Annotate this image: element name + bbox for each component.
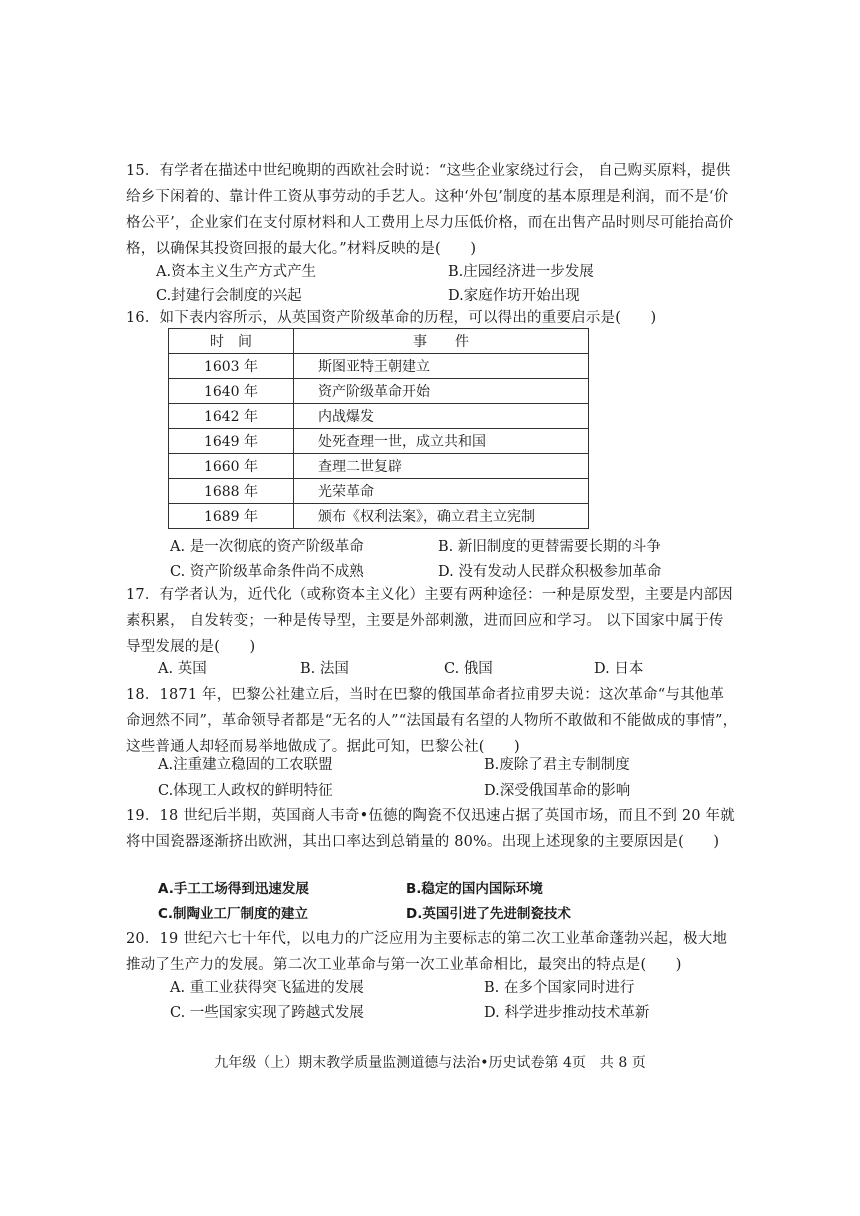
table-cell-year: 1689 年 bbox=[169, 504, 294, 529]
q17-option-d[interactable]: D. 日本 bbox=[594, 661, 644, 677]
q19-option-c[interactable]: C.制陶业工厂制度的建立 bbox=[158, 906, 309, 922]
q18-option-a[interactable]: A.注重建立稳固的工农联盟 bbox=[158, 757, 333, 773]
table-cell-year: 1640 年 bbox=[169, 379, 294, 404]
q18-option-c[interactable]: C.体现工人政权的鲜明特征 bbox=[158, 783, 333, 799]
q16-option-c[interactable]: C. 资产阶级革命条件尚不成熟 bbox=[170, 564, 364, 580]
q19-option-b[interactable]: B.稳定的国内国际环境 bbox=[406, 881, 543, 897]
page-footer: 九年级（上）期末教学质量监测道德与法治•历史试卷第 4页 共 8 页 bbox=[214, 1055, 646, 1071]
question-15: 15．有学者在描述中世纪晚期的西欧社会时说：“这些企业家绕过行会， 自己购买原料，提供给乡下闲着的、靠计件工资从事劳动的手艺人。这种‘外包’制度的基本原理是利润，而不是‘价格公平’，企业家们在支付原材料和人工费用上尽力压低价格，而在出售产品时则尽可能抬高价格，以确保其投资回报的最大化。”材料反映的是( ) bbox=[126, 163, 734, 257]
table-row bbox=[169, 379, 589, 404]
table-row bbox=[169, 429, 589, 454]
table-row bbox=[169, 504, 589, 529]
table-cell-event: 查理二世复辟 bbox=[294, 454, 589, 479]
question-17: 17．有学者认为，近代化（或称资本主义化）主要有两种途径：一种是原发型，主要是内部因素积累， 自发转变；一种是传导型，主要是外部刺激，进而回应和学习。 以下国家中属于传导型发展的是( ) bbox=[126, 587, 733, 655]
q16-option-a[interactable]: A. 是一次彻底的资产阶级革命 bbox=[170, 539, 364, 555]
q20-option-b[interactable]: B. 在多个国家同时进行 bbox=[484, 980, 635, 996]
table-header-event: 事 件 bbox=[294, 329, 589, 354]
q18-option-b[interactable]: B.废除了君主专制制度 bbox=[484, 757, 630, 773]
table-cell-event: 斯图亚特王朝建立 bbox=[294, 354, 589, 379]
q16-option-d[interactable]: D. 没有发动人民群众积极参加革命 bbox=[438, 564, 662, 580]
q17-option-c[interactable]: C. 俄国 bbox=[444, 661, 493, 677]
q20-option-c[interactable]: C. 一些国家实现了跨越式发展 bbox=[170, 1005, 364, 1021]
q19-option-d[interactable]: D.英国引进了先进制瓷技术 bbox=[406, 906, 571, 922]
q17-option-b[interactable]: B. 法国 bbox=[300, 661, 349, 677]
q15-option-a[interactable]: A.资本主义生产方式产生 bbox=[156, 264, 317, 280]
table-cell-event: 资产阶级革命开始 bbox=[294, 379, 589, 404]
table-cell-event: 内战爆发 bbox=[294, 404, 589, 429]
table-row bbox=[169, 454, 589, 479]
question-16: 16．如下表内容所示，从英国资产阶级革命的历程，可以得出的重要启示是( ) bbox=[126, 310, 657, 326]
table-cell-year: 1660 年 bbox=[169, 454, 294, 479]
table-header-time: 时 间 bbox=[169, 329, 294, 354]
table-cell-event: 光荣革命 bbox=[294, 479, 589, 504]
table-row bbox=[169, 479, 589, 504]
question-19: 19．18 世纪后半期，英国商人韦奇•伍德的陶瓷不仅迅速占据了英国市场，而且不到 20 年就将中国瓷器逐渐挤出欧洲，其出口率达到总销量的 80%。出现上述现象的主要原因是( ) bbox=[126, 808, 735, 850]
table-cell-year: 1603 年 bbox=[169, 354, 294, 379]
table-cell-year: 1642 年 bbox=[169, 404, 294, 429]
q15-option-b[interactable]: B.庄园经济进一步发展 bbox=[448, 264, 594, 280]
table-header-row bbox=[169, 329, 589, 354]
q19-option-a[interactable]: A.手工工场得到迅速发展 bbox=[158, 881, 309, 897]
table-cell-event: 处死查理一世，成立共和国 bbox=[294, 429, 589, 454]
q16-option-b[interactable]: B. 新旧制度的更替需要长期的斗争 bbox=[438, 539, 661, 555]
q15-option-d[interactable]: D.家庭作坊开始出现 bbox=[448, 288, 580, 304]
question-20: 20．19 世纪六七十年代，以电力的广泛应用为主要标志的第二次工业革命蓬勃兴起，极大地推动了生产力的发展。第二次工业革命与第一次工业革命相比，最突出的特点是( ) bbox=[126, 931, 728, 973]
table-row bbox=[169, 354, 589, 379]
q20-option-d[interactable]: D. 科学进步推动技术革新 bbox=[484, 1005, 650, 1021]
table-cell-event: 颁布《权利法案》，确立君主立宪制 bbox=[294, 504, 589, 529]
table-row bbox=[169, 404, 589, 429]
table-cell-year: 1688 年 bbox=[169, 479, 294, 504]
q18-option-d[interactable]: D.深受俄国革命的影响 bbox=[484, 783, 631, 799]
q20-option-a[interactable]: A. 重工业获得突飞猛进的发展 bbox=[170, 980, 364, 996]
table-cell-year: 1649 年 bbox=[169, 429, 294, 454]
question-18: 18．1871 年，巴黎公社建立后，当时在巴黎的俄国革命者拉甫罗夫说：这次革命“与其他革命迥然不同”，革命领导者都是“无名的人”“法国最有名望的人物所不敢做和不能做成的事情”，这些普通人却轻而易举地做成了。据此可知，巴黎公社( ) bbox=[126, 687, 738, 755]
timeline-table bbox=[168, 328, 589, 529]
q17-option-a[interactable]: A. 英国 bbox=[158, 661, 207, 677]
q15-option-c[interactable]: C.封建行会制度的兴起 bbox=[156, 288, 302, 304]
